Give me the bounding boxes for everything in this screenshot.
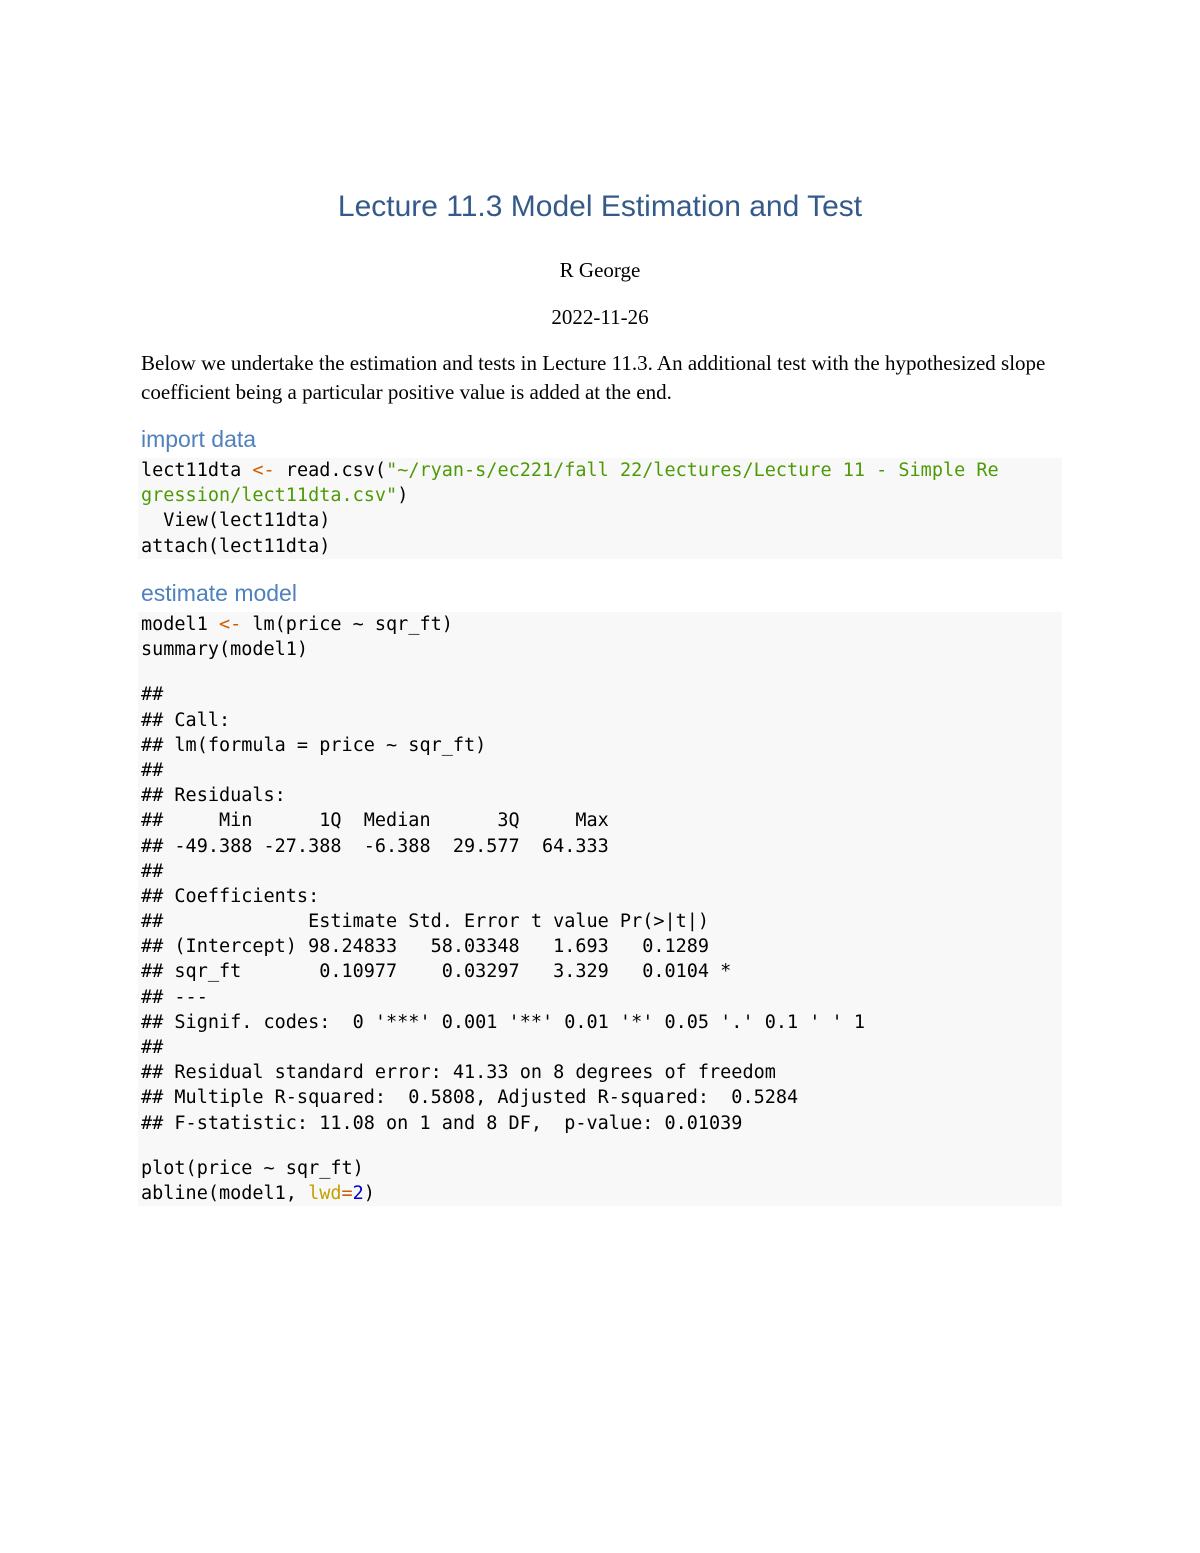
output-line: ## ---: [141, 986, 208, 1008]
author: R George: [559, 258, 641, 282]
code-line: attach(lect11dta): [141, 535, 331, 557]
output-line: ## F-statistic: 11.08 on 1 and 8 DF, p-value: 0.01039: [141, 1112, 743, 1134]
output-line: ## -49.388 -27.388 -6.388 29.577 64.333: [141, 835, 609, 857]
document-title: Lecture 11.3 Model Estimation and Test: [337, 190, 863, 223]
code-line: lect11dta <- read.csv("~/ryan-s/ec221/fall 22/lectures/Lecture 11 - Simple Re: [141, 460, 999, 481]
code-block-import: [138, 458, 1062, 559]
intro-paragraph: Below we undertake the estimation and tests in Lecture 11.3. An additional test with the hypothesized slope coefficient being a particular positive value is added at the end.: [141, 351, 1046, 404]
output-line: ## lm(formula = price ~ sqr_ft): [141, 734, 487, 756]
output-line: ## (Intercept) 98.24833 58.03348 1.693 0.1289: [141, 936, 710, 958]
output-line: ## sqr_ft 0.10977 0.03297 3.329 0.0104 *: [141, 961, 732, 983]
output-line: ## Residuals:: [141, 785, 286, 807]
output-line: ## Min 1Q Median 3Q Max: [141, 810, 609, 832]
output-line: ## Multiple R-squared: 0.5808, Adjusted R-squared: 0.5284: [141, 1087, 799, 1109]
code-line: gression/lect11dta.csv"): [141, 485, 409, 507]
output-line: ##: [141, 860, 164, 882]
heading-import-data: import data: [141, 426, 257, 452]
code-line: model1 <- lm(price ~ sqr_ft): [141, 614, 453, 635]
output-line: ##: [141, 684, 164, 706]
output-line: ## Estimate Std. Error t value Pr(>|t|): [141, 911, 710, 933]
output-line: ## Call:: [141, 709, 231, 731]
code-block-estimate: [138, 612, 1062, 1206]
output-line: ## Coefficients:: [141, 885, 320, 907]
code-line: View(lect11dta): [141, 510, 331, 532]
output-line: ## Signif. codes: 0 '***' 0.001 '**' 0.01 '*' 0.05 '.' 0.1 ' ' 1: [141, 1011, 865, 1033]
output-line: ##: [141, 1037, 164, 1058]
document-date: 2022-11-26: [551, 305, 649, 329]
output-line: ##: [141, 759, 164, 781]
code-line: abline(model1, lwd=2): [141, 1182, 375, 1204]
code-line: plot(price ~ sqr_ft): [141, 1157, 364, 1179]
heading-estimate-model: estimate model: [141, 580, 297, 606]
output-line: ## Residual standard error: 41.33 on 8 degrees of freedom: [141, 1062, 776, 1084]
code-line: summary(model1): [141, 639, 309, 661]
